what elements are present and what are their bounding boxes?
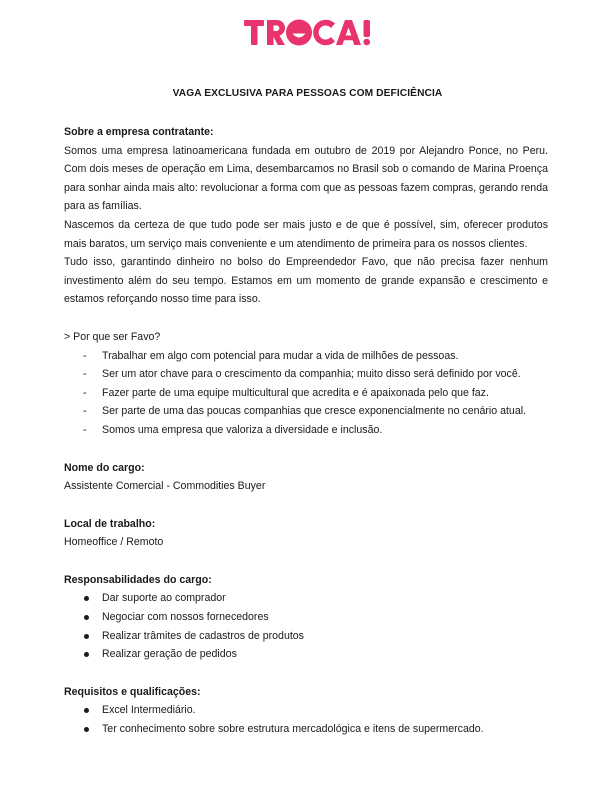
dash-marker: -: [83, 405, 87, 418]
list-item: - Somos uma empresa que valoriza a diversidade e inclusão.: [64, 421, 548, 440]
about-heading: Sobre a empresa contratante:: [64, 126, 214, 138]
list-item: Realizar geração de pedidos: [64, 645, 548, 664]
list-item: - Fazer parte de uma equipe multicultural que acredita e é apaixonada pelo que faz.: [64, 384, 548, 403]
troca-logo-image: [242, 14, 374, 52]
bullet-icon: [84, 652, 89, 657]
bullet-icon: [84, 708, 89, 713]
responsibilities-heading: Responsabilidades do cargo:: [64, 573, 212, 586]
bullet-icon: [84, 596, 89, 601]
page-title: VAGA EXCLUSIVA PARA PESSOAS COM DEFICIÊNCIA: [172, 88, 443, 99]
role-value: Assistente Comercial - Commodities Buyer: [64, 480, 266, 493]
list-item: Ter conhecimento sobre sobre estrutura mercadológica e itens de supermercado.: [64, 720, 548, 739]
role-heading: Nome do cargo:: [64, 461, 145, 474]
dash-marker: -: [83, 368, 87, 381]
location-value: Homeoffice / Remoto: [64, 536, 164, 549]
list-item: - Ser parte de uma das poucas companhias que cresce exponencialmente no cenário atual.: [64, 402, 548, 421]
bullet-icon: [84, 615, 89, 620]
list-item: Excel Intermediário.: [64, 701, 548, 720]
bullet-icon: [84, 634, 89, 639]
dash-marker: -: [83, 423, 87, 436]
troca-logo: [0, 14, 615, 57]
requirements-heading: Requisitos e qualificações:: [64, 685, 201, 698]
bullet-icon: [84, 727, 89, 732]
list-item: - Ser um ator chave para o crescimento da companhia; muito disso será definido por você.: [64, 365, 548, 384]
dash-marker: -: [83, 386, 87, 399]
about-paragraph-2: Nascemos da certeza de que tudo pode ser mais justo e de que é possível, sim, oferecer produtos mais baratos, um serviço mais conveniente e um atendimento de primeira para os nossos clientes.: [64, 218, 548, 250]
dash-marker: -: [83, 349, 87, 362]
why-heading: > Por que ser Favo?: [64, 330, 161, 343]
document-body: [64, 123, 548, 739]
requirements-list: [64, 701, 548, 738]
about-paragraph-1: Somos uma empresa latinoamericana fundada em outubro de 2019 por Alejandro Ponce, no Peru. Com dois meses de operação em Lima, desembarcamos no Brasil sob o comando de Marina Proença para sonhar ainda mais alto: revolucionar a forma com que as pessoas fazem compras, gerando renda para as famílias.: [64, 144, 548, 213]
why-list: [64, 347, 548, 440]
about-paragraph-3: Tudo isso, garantindo dinheiro no bolso do Empreendedor Favo, que não precisa fazer nenhum investimento além do seu tempo. Estamos em um momento de grande expansão e crescimento e estamos reforçando nosso time para isso.: [64, 256, 548, 306]
location-heading: Local de trabalho:: [64, 517, 156, 530]
list-item: - Trabalhar em algo com potencial para mudar a vida de milhões de pessoas.: [64, 347, 548, 366]
responsibilities-list: [64, 589, 548, 663]
list-item: Negociar com nossos fornecedores: [64, 608, 548, 627]
list-item: Realizar trâmites de cadastros de produtos: [64, 627, 548, 646]
list-item: Dar suporte ao comprador: [64, 589, 548, 608]
